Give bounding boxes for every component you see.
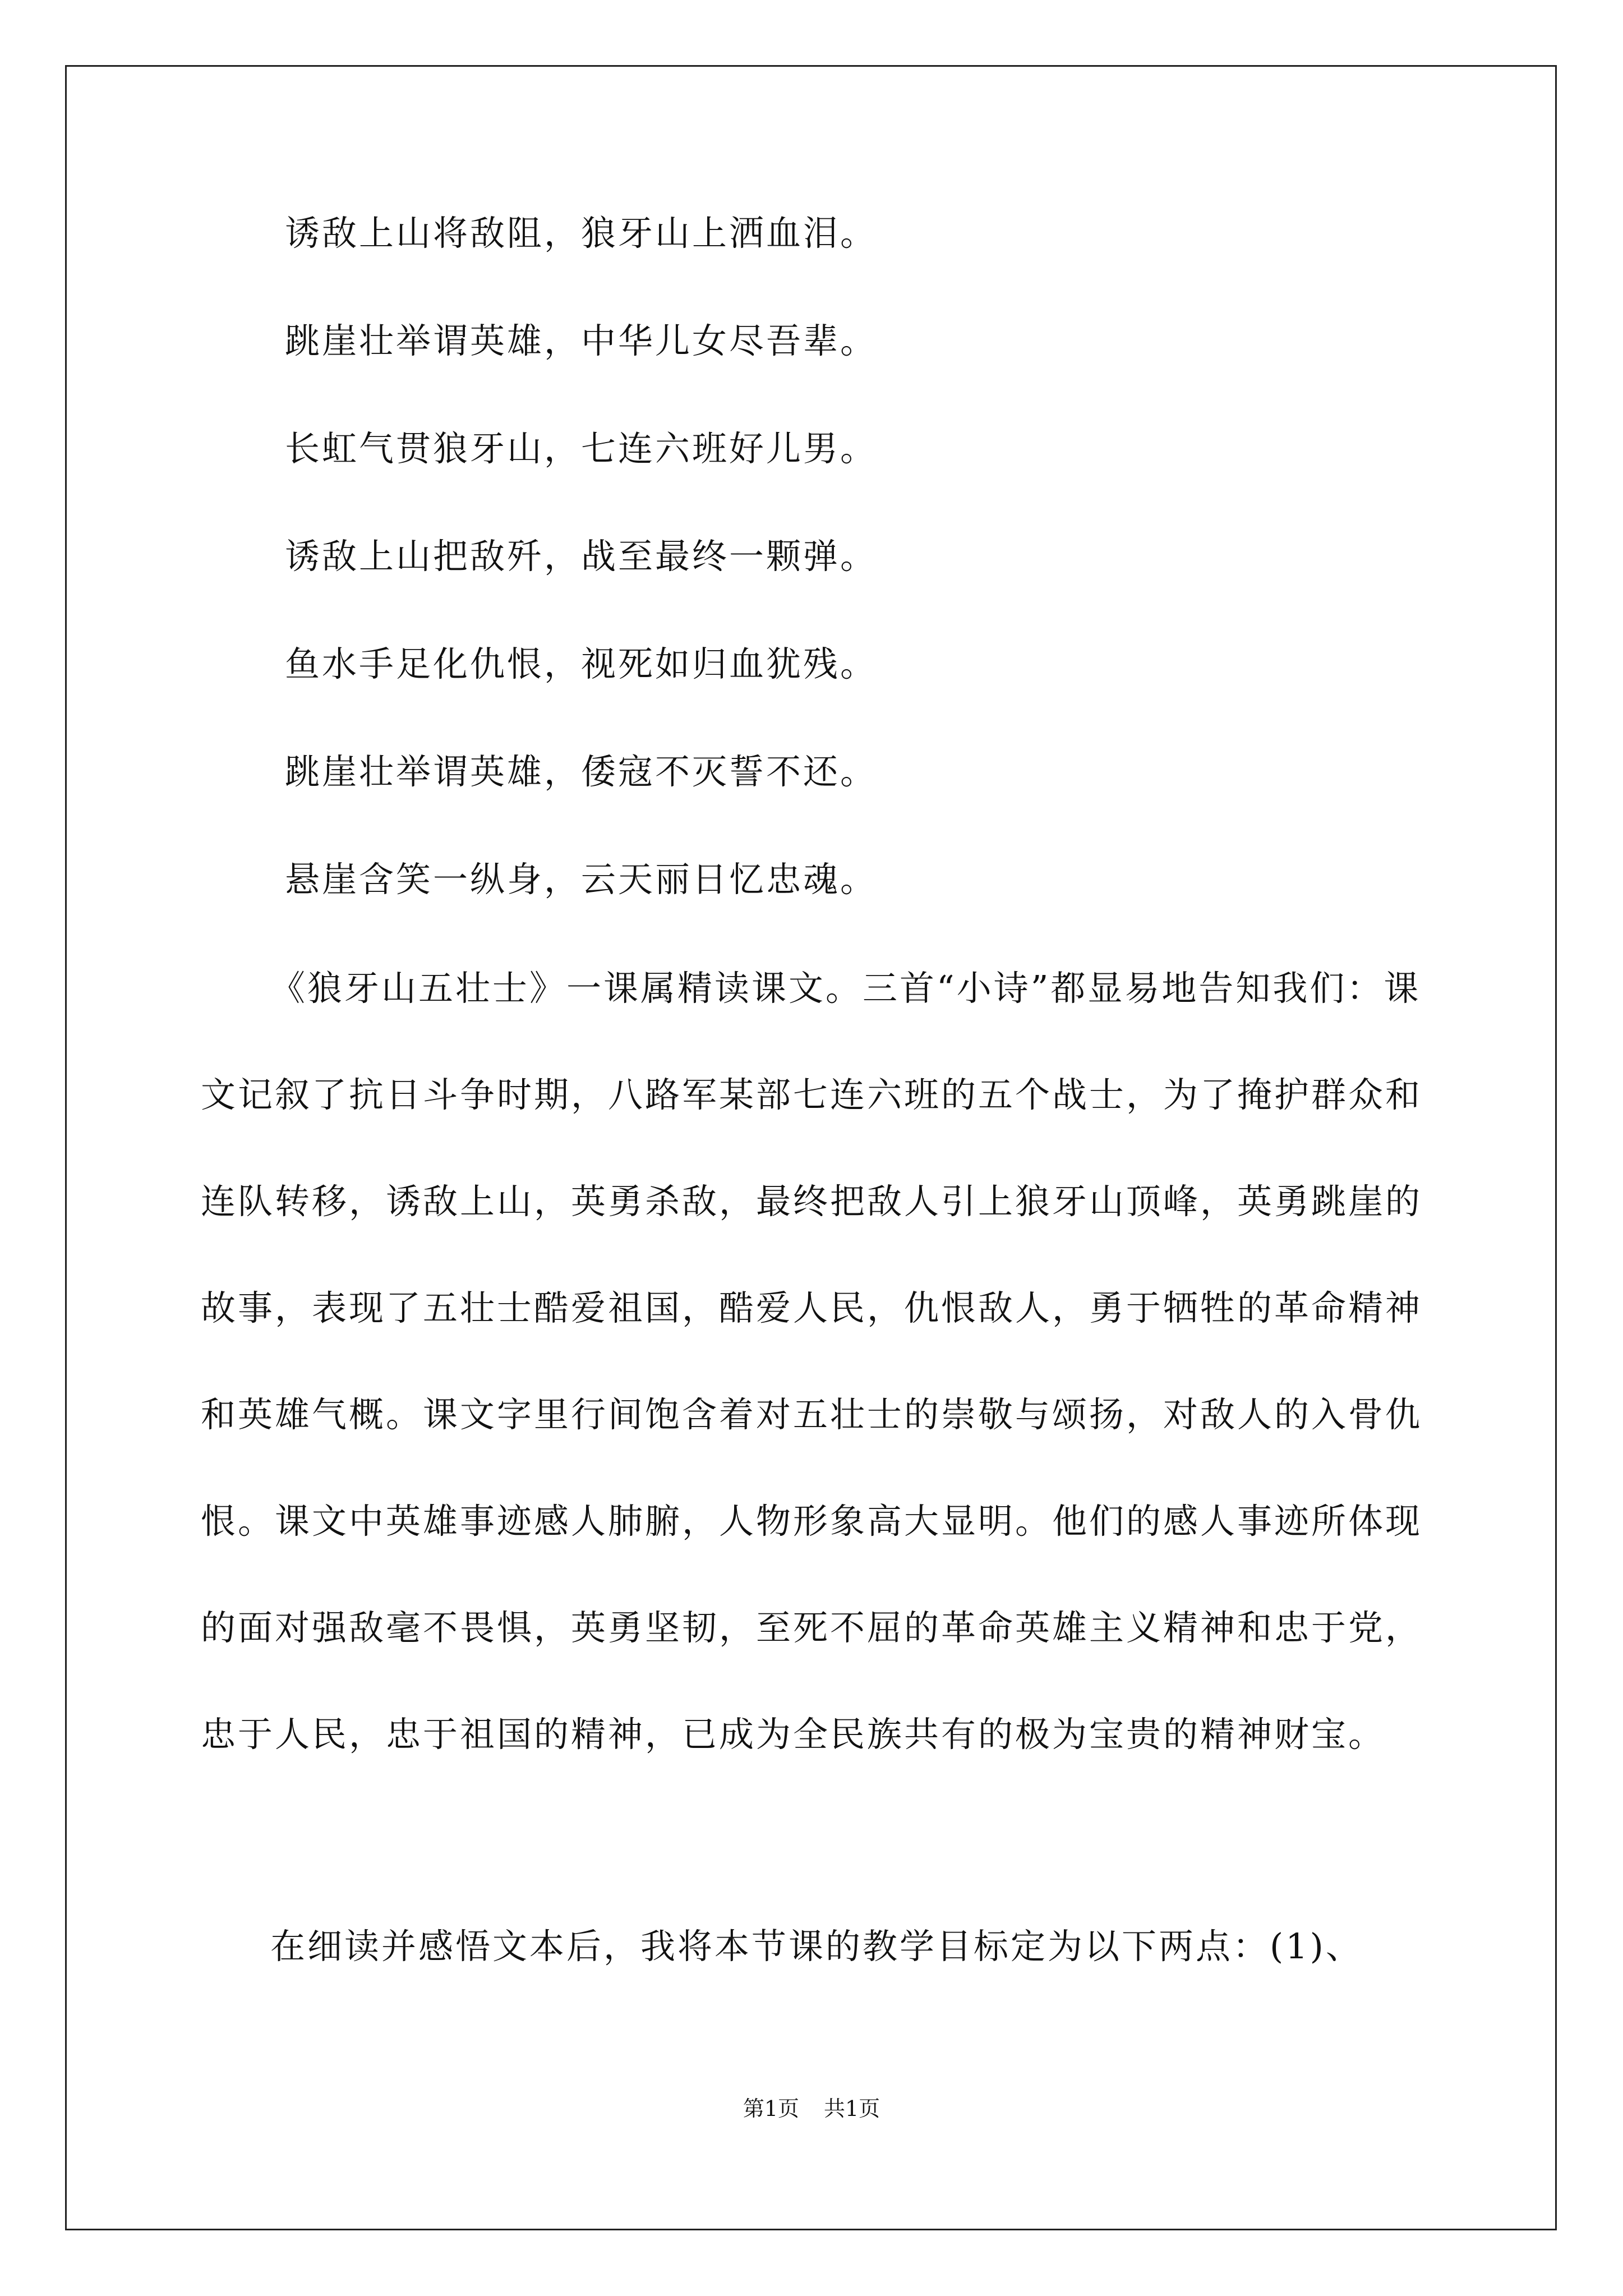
poem-line: 诱敌上山将敌阻，狼牙山上洒血泪。 [285, 213, 878, 254]
poem-line: 悬崖含笑一纵身，云天丽日忆忠魂。 [285, 859, 878, 900]
page-total: 共1页 [824, 2096, 880, 2121]
body-paragraph: 在细读并感悟文本后，我将本节课的教学目标定为以下两点：(1)、 [270, 1926, 1363, 1967]
page-footer [0, 2098, 1623, 2119]
poem-line: 鱼水手足化仇恨，视死如归血犹残。 [285, 643, 878, 684]
poem-line: 诱敌上山把敌歼，战至最终一颗弹。 [285, 536, 878, 577]
page-number: 第1页 [743, 2096, 799, 2121]
poem-line: 跳崖壮举谓英雄，中华儿女尽吾辈。 [285, 320, 878, 361]
poem-line: 跳崖壮举谓英雄，倭寇不灭誓不还。 [285, 751, 878, 792]
poem-line: 长虹气贯狼牙山，七连六班好儿男。 [285, 428, 878, 469]
body-paragraph: 《狼牙山五壮士》一课属精读课文。三首“小诗”都显易地告知我们：课文记叙了抗日斗争时期，八路军某部七连六班的五个战士，为了掩护群众和连队转移，诱敌上山，英勇杀敌，最终把敌人引上狼牙山顶峰，英勇跳崖的故事，表现了五壮士酷爱祖国，酷爱人民，仇恨敌人，勇于牺牲的革命精神和英雄气概。课文字里行间饱含着对五壮士的崇敬与颂扬，对敌人的入骨仇恨。课文中英雄事迹感人肺腑，人物形象高大显明。他们的感人事迹所体现的面对强敌毫不畏惧，英勇坚韧，至死不屈的革命英雄主义精神和忠于党，忠于人民，忠于祖国的精神，已成为全民族共有的极为宝贵的精神财宝。 [201, 968, 1423, 1755]
